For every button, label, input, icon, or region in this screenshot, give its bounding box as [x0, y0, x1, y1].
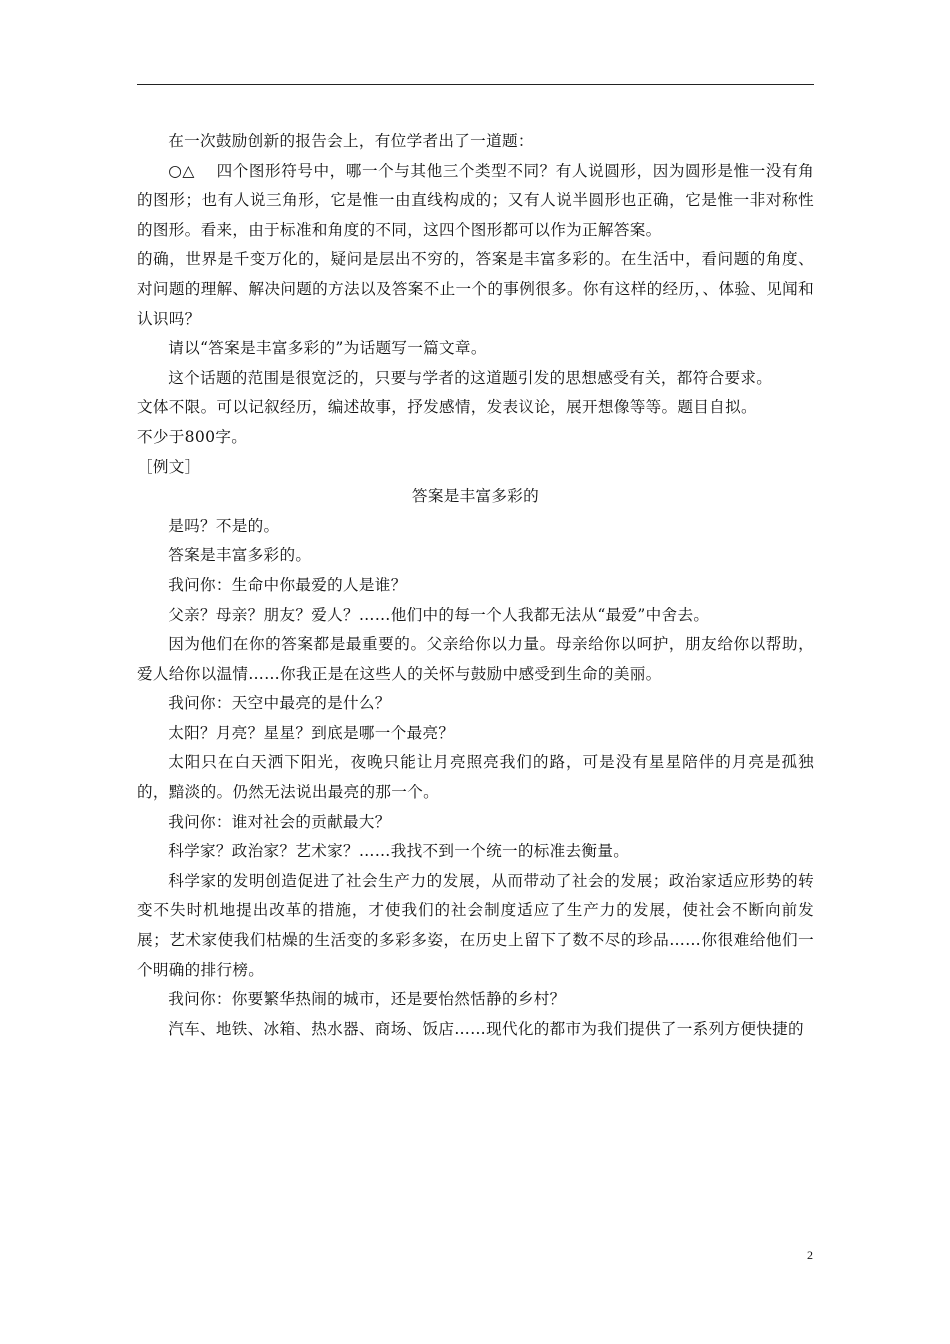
essay-paragraph: 我问你：生命中你最爱的人是谁？ — [168, 575, 407, 594]
essay-paragraph: 我问你：谁对社会的贡献最大？ — [168, 812, 391, 831]
essay-paragraph: 是吗？不是的。 — [168, 516, 280, 535]
prompt-requirements: 文体不限。可以记叙经历，编述故事，抒发感情，发表议论，展开想像等等。题目自拟。 — [137, 398, 757, 417]
essay-paragraph: 答案是丰富多彩的。 — [168, 546, 312, 565]
document-body — [137, 127, 814, 1044]
essay-paragraph: 太阳只在白天洒下阳光，夜晚只能让月亮照亮我们的路，可是没有星星陪伴的月亮是孤独的，黯淡的。仍然无法说出最亮的那一个。 — [137, 753, 814, 802]
essay-paragraph: 太阳？月亮？星星？到底是哪一个最亮？ — [168, 723, 455, 742]
essay-paragraph: 因为他们在你的答案都是最重要的。父亲给你以力量。母亲给你以呵护，朋友给你以帮助，爱人给你以温情……你我正是在这些人的关怀与鼓励中感受到生命的美丽。 — [137, 635, 814, 683]
essay-paragraph: 我问你：天空中最亮的是什么？ — [168, 694, 391, 713]
prompt-discussion: 的确，世界是千变万化的，疑问是层出不穷的，答案是丰富多彩的。在生活中，看问题的角度、对问题的理解、解决问题的方法以及答案不止一个的事例很多。你有这样的经历，、体验、见闻和认识吗？ — [137, 250, 814, 328]
prompt-intro: 在一次鼓励创新的报告会上，有位学者出了一道题： — [168, 132, 534, 150]
essay-paragraph: 科学家的发明创造促进了社会生产力的发展，从而带动了社会的发展；政治家适应形势的转变不失时机地提出改革的措施，才使我们的社会制度适应了生产力的发展，使社会不断向前发展；艺术家使我们枯燥的生活变的多彩多姿，在历史上留下了数不尽的珍品……你很难给他们一个明确的排行榜。 — [137, 871, 814, 979]
essay-title: 答案是丰富多彩的 — [411, 487, 540, 506]
page-number: 2 — [807, 1248, 813, 1262]
essay-paragraph: 科学家？政治家？艺术家？……我找不到一个统一的标准去衡量。 — [168, 842, 630, 861]
example-label: ［例文］ — [137, 457, 201, 476]
prompt-scope: 这个话题的范围是很宽泛的，只要与学者的这道题引发的思想感受有关，都符合要求。 — [168, 368, 773, 387]
prompt-shapes-question: ○△ 四个图形符号中，哪一个与其他三个类型不同？有人说圆形，因为圆形是惟一没有角的图形；也有人说三角形，它是惟一由直线构成的；又有人说半圆形也正确，它是惟一非对称性的图形。看来，由于标准和角度的不同，这四个图形都可以作为正解答案。 — [137, 161, 814, 239]
essay-paragraph: 父亲？母亲？朋友？爱人？……他们中的每一个人我都无法从“最爱”中舍去。 — [168, 605, 710, 624]
prompt-word-count: 不少于800字。 — [137, 427, 248, 446]
essay-paragraph: 汽车、地铁、冰箱、热水器、商场、饭店……现代化的都市为我们提供了一系列方便快捷的 — [168, 1019, 804, 1038]
prompt-topic: 请以“答案是丰富多彩的”为话题写一篇文章。 — [168, 339, 487, 358]
header-rule — [137, 84, 814, 85]
essay-paragraph: 我问你：你要繁华热闹的城市，还是要怡然恬静的乡村？ — [168, 990, 566, 1009]
